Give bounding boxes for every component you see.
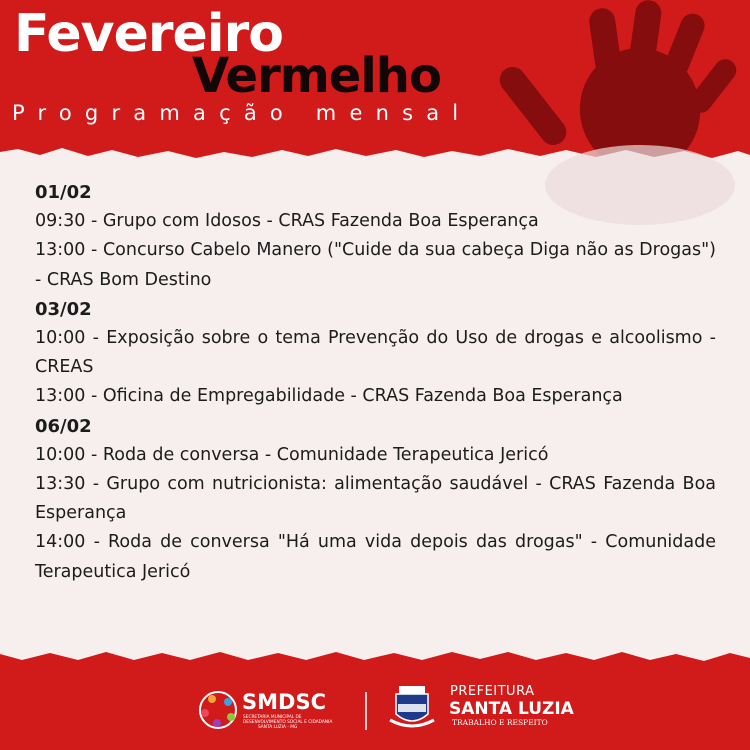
event-item: 10:00 - Exposição sobre o tema Prevenção do Uso de drogas e alcoolismo - CREAS — [35, 328, 716, 378]
subtitle: Programação mensal — [12, 101, 472, 125]
event-item: 13:00 - Concurso Cabelo Manero ("Cuide da sua cabeça Diga não as Drogas") - CRAS Bom Destino — [35, 240, 716, 290]
santa-luzia-label: SANTA LUZIA — [449, 699, 574, 719]
slogan-label: TRABALHO E RESPEITO — [452, 718, 548, 727]
title-vermelho: Vermelho — [192, 48, 441, 104]
event-item: 13:30 - Grupo com nutricionista: alimentação saudável - CRAS Fazenda Boa Esperança — [35, 474, 716, 524]
santa-luzia-coat-of-arms-icon — [390, 686, 434, 726]
smdsc-line3: SANTA LUZIA - MG — [258, 725, 298, 730]
prefeitura-label: PREFEITURA — [450, 684, 535, 699]
event-item: 09:30 - Grupo com Idosos - CRAS Fazenda Boa Esperança — [35, 211, 539, 232]
smdsc-logo-icon — [200, 692, 236, 728]
event-item: 10:00 - Roda de conversa - Comunidade Terapeutica Jericó — [35, 444, 549, 465]
footer-logos — [0, 680, 750, 740]
event-item: 13:00 - Oficina de Empregabilidade - CRAS Fazenda Boa Esperança — [35, 386, 623, 407]
smdsc-line2: DESENVOLVIMENTO SOCIAL E CIDADANIA — [243, 720, 333, 725]
day-date: 03/02 — [35, 298, 92, 320]
smdsc-line1: SECRETARIA MUNICIPAL DE — [243, 715, 302, 720]
title-fevereiro: Fevereiro — [14, 4, 283, 64]
smdsc-name: SMDSC — [242, 690, 326, 714]
event-item: 14:00 - Roda de conversa "Há uma vida depois das drogas" - Comunidade Terapeutica Jericó — [35, 532, 716, 582]
schedule — [35, 178, 716, 587]
day-date: 06/02 — [35, 415, 92, 437]
day-date: 01/02 — [35, 182, 92, 203]
